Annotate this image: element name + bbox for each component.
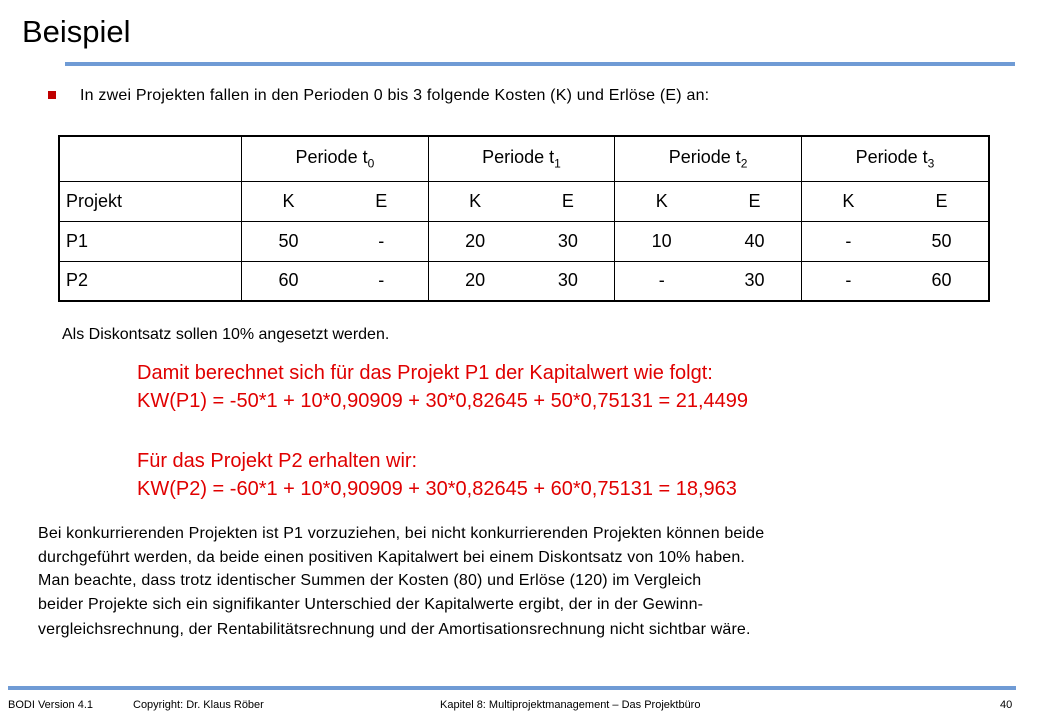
project-name: P2 [59, 261, 242, 301]
conclusion-paragraph [38, 522, 1018, 642]
title-divider [65, 62, 1015, 66]
conclusion-line: durchgeführt werden, da beide einen positiven Kapitalwert bei einem Diskontsatz von 10% haben. [38, 548, 745, 566]
footer-divider [8, 686, 1016, 690]
footer-version: BODI Version 4.1 [8, 699, 93, 711]
header-empty-cell [59, 136, 242, 181]
conclusion-line: vergleichsrechnung, der Rentabilitätsrechnung und der Amortisationsrechnung nicht sichtbar wäre. [38, 621, 751, 638]
period-header: Periode $t_3$ [801, 136, 989, 181]
ke-cell: K E [615, 181, 802, 221]
value-cell: 20 30 [428, 221, 615, 261]
table-row [59, 221, 989, 261]
value-cell: - 60 [801, 261, 989, 301]
table-header-row [59, 136, 989, 181]
p1-formula: KW(P1) = -50*1 + 10*0,90909 + 30*0,82645 + 50*0,75131 = 21,4499 [137, 390, 749, 412]
table-subheader-row [59, 181, 989, 221]
value-cell: - 50 [801, 221, 989, 261]
project-column-label: Projekt [59, 181, 242, 221]
value-cell: 60 - [242, 261, 429, 301]
period-header: Periode $t_0$ [242, 136, 429, 181]
cost-revenue-table [58, 135, 990, 302]
intro-text: In zwei Projekten fallen in den Perioden 0 bis 3 folgende Kosten (K) und Erlöse (E) an: [80, 87, 710, 104]
p1-calc-intro: Damit berechnet sich für das Projekt P1 der Kapitalwert wie folgt: [137, 362, 713, 384]
value-cell: - 30 [615, 261, 802, 301]
conclusion-line: beider Projekte sich ein signifikanter Unterschied der Kapitalwerte ergibt, der in der Gewinn- [38, 595, 704, 613]
bullet-square-icon [48, 91, 56, 99]
p2-formula: KW(P2) = -60*1 + 10*0,90909 + 30*0,82645 + 60*0,75131 = 18,963 [137, 478, 737, 500]
table-row [59, 261, 989, 301]
slide-title: Beispiel [22, 14, 131, 49]
period-header: Periode $t_2$ [615, 136, 802, 181]
footer-copyright: Copyright: Dr. Klaus Röber [133, 699, 264, 711]
ke-cell: K E [428, 181, 615, 221]
conclusion-line: Man beachte, dass trotz identischer Summen der Kosten (80) und Erlöse (120) im Vergleich [38, 572, 702, 589]
conclusion-line: Bei konkurrierenden Projekten ist P1 vorzuziehen, bei nicht konkurrierenden Projekten können beide [38, 525, 765, 542]
period-header: Periode $t_1$ [428, 136, 615, 181]
ke-cell: K E [801, 181, 989, 221]
value-cell: 10 40 [615, 221, 802, 261]
project-name: P1 [59, 221, 242, 261]
footer-chapter: Kapitel 8: Multiprojektmanagement – Das Projektbüro [440, 699, 701, 711]
value-cell: 20 30 [428, 261, 615, 301]
page-number: 40 [1000, 699, 1013, 711]
p2-calc-intro: Für das Projekt P2 erhalten wir: [137, 450, 418, 472]
value-cell: 50 - [242, 221, 429, 261]
discount-rate-text: Als Diskontsatz sollen 10% angesetzt werden. [62, 326, 390, 343]
ke-cell: K E [242, 181, 429, 221]
